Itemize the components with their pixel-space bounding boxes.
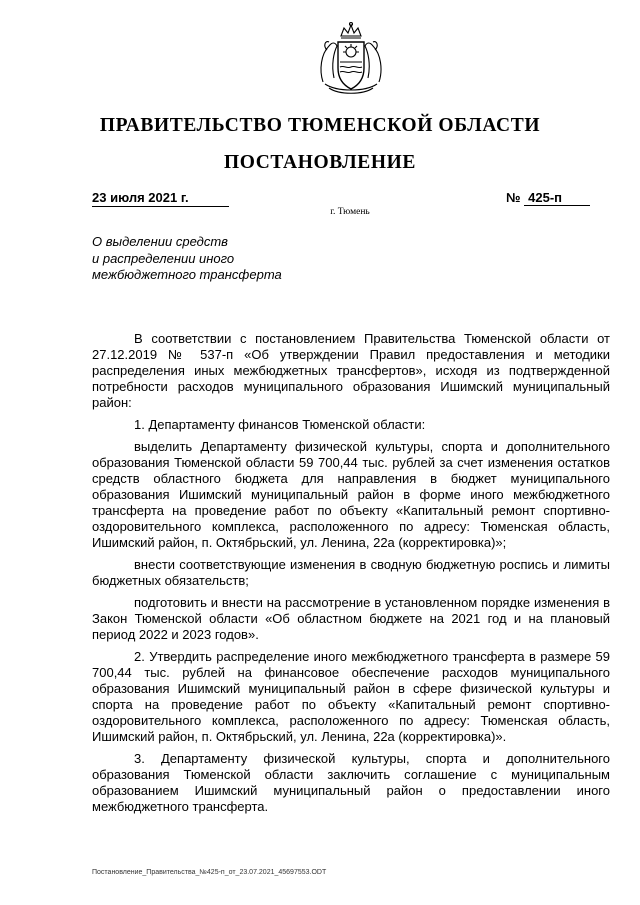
body-paragraph: внести соответствующие изменения в сводную бюджетную роспись и лимиты бюджетных обязательств; [92,557,610,588]
subject-line: О выделении средств [92,234,228,249]
body-paragraph: В соответствии с постановлением Правительства Тюменской области от 27.12.2019 № 537-п «Об утверждении Правил предоставления и методики распределения иных межбюджетных трансфертов», исходя из подтвержденной потребности расходов муниципального образования Ишимский муниципальный район: [92,331,610,410]
document-number: 425-п [524,190,590,206]
coat-of-arms-icon [301,20,401,100]
body-paragraph: подготовить и внести на рассмотрение в установленном порядке изменения в Закон Тюменской области «Об областном бюджете на 2021 год и на плановый период 2022 и 2023 годов». [92,595,610,642]
body-paragraph: выделить Департаменту физической культуры, спорта и дополнительного образования Тюменской области 59 700,44 тыс. рублей за счет изменения остатков средств областного бюджета для направления в бюджет муниципального образования Ишимский муниципальный район в форме иного межбюджетного трансферта на проведение работ по объекту «Капитальный ремонт спортивно-оздоровительного комплекса, расположенного по адресу: Тюменская область, Ишимский район, п. Октябрьский, ул. Ленина, 22а (корректировка)»; [92,439,610,550]
document-body [92,331,610,821]
subject-line: и распределении иного [92,250,235,266]
body-paragraph: 1. Департаменту финансов Тюменской области: [134,417,426,432]
document-date: 23 июля 2021 г. [92,190,229,207]
document-subject [92,234,332,284]
city-name: г. Тюмень [330,207,370,217]
subject-line: межбюджетного трансферта [92,267,282,282]
number-label: № [506,190,521,205]
body-paragraph: 3. Департаменту физической культуры, спорта и дополнительного образования Тюменской области заключить соглашение с муниципальным образованием Ишимский муниципальный район о предоставлении иного межбюджетного трансферта. [92,751,610,814]
body-paragraph: 2. Утвердить распределение иного межбюджетного трансферта в размере 59 700,44 тыс. рублей на финансовое обеспечение расходов муниципального образования Ишимский муниципальный район в сфере физической культуры и спорта на проведение работ по объекту «Капитальный ремонт спортивно-оздоровительного комплекса, расположенного по адресу: Тюменская область, Ишимский район, п. Октябрьский, ул. Ленина, 22а (корректировка)». [92,649,610,744]
footer-filename: Постановление_Правительства_№425-п_от_23.07.2021_45697553.ODT [92,869,327,876]
document-number-field [506,190,604,206]
document-type: ПОСТАНОВЛЕНИЕ [223,152,417,173]
government-title: ПРАВИТЕЛЬСТВО ТЮМЕНСКОЙ ОБЛАСТИ [99,115,541,136]
